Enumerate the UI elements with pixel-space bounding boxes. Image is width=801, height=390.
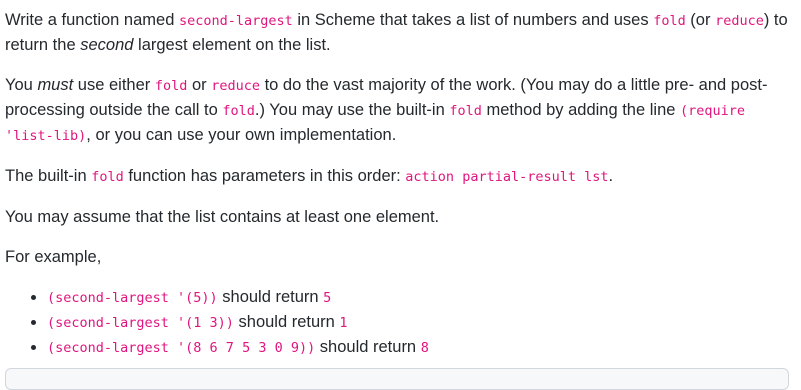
text: should return bbox=[217, 288, 324, 306]
reduce-code: reduce bbox=[211, 78, 260, 94]
requirements-paragraph bbox=[5, 73, 795, 148]
example-result-code: 1 bbox=[339, 315, 348, 331]
example-result-code: 8 bbox=[420, 340, 429, 356]
text: You bbox=[5, 76, 38, 94]
text: largest element on the list. bbox=[133, 36, 331, 54]
text: (or bbox=[685, 11, 716, 29]
parameters-code: action partial-result lst bbox=[405, 169, 609, 185]
fold-code: fold bbox=[449, 103, 482, 119]
text: use either bbox=[73, 76, 155, 94]
text: should return bbox=[233, 313, 340, 331]
example-call-code: (second-largest '(1 3)) bbox=[47, 315, 234, 331]
example-intro: For example, bbox=[5, 248, 102, 266]
text: ) to return the bbox=[5, 11, 788, 54]
emphasis: must bbox=[37, 76, 74, 94]
fold-code: fold bbox=[91, 169, 124, 185]
list-item bbox=[47, 285, 795, 310]
list-item bbox=[47, 310, 795, 335]
text: .) You may use the built-in bbox=[254, 101, 450, 119]
emphasis: second bbox=[80, 36, 134, 54]
text: function has parameters in this order: bbox=[123, 167, 406, 185]
text: or bbox=[187, 76, 212, 94]
example-call-code: (second-largest '(8 6 7 5 3 0 9)) bbox=[47, 340, 316, 356]
text: method by adding the line bbox=[481, 101, 681, 119]
text: , or you can use your own implementation. bbox=[86, 126, 397, 144]
list-item bbox=[47, 335, 795, 360]
code-editor-box[interactable] bbox=[5, 368, 789, 390]
intro-paragraph bbox=[5, 8, 795, 57]
fold-code: fold bbox=[154, 78, 188, 94]
example-call-code: (second-largest '(5)) bbox=[47, 290, 218, 306]
text: in Scheme that takes a list of numbers and uses bbox=[292, 11, 654, 29]
examples-list bbox=[5, 285, 795, 360]
assumption-paragraph: You may assume that the list contains at least one element. bbox=[5, 208, 440, 226]
text: . bbox=[608, 167, 614, 185]
reduce-code: reduce bbox=[715, 13, 764, 29]
text: to do the vast majority of the work. (You may do a little pre- and post-processing outside the call to bbox=[5, 76, 768, 119]
text: The built-in bbox=[5, 167, 92, 185]
fold-code: fold bbox=[653, 13, 686, 29]
example-result-code: 5 bbox=[323, 290, 332, 306]
text: should return bbox=[315, 338, 421, 356]
function-name-code: second-largest bbox=[178, 13, 293, 29]
require-code: (require 'list-lib) bbox=[5, 103, 746, 144]
fold-code: fold bbox=[222, 103, 255, 119]
parameters-paragraph bbox=[5, 164, 795, 189]
text: Write a function named bbox=[5, 11, 179, 29]
